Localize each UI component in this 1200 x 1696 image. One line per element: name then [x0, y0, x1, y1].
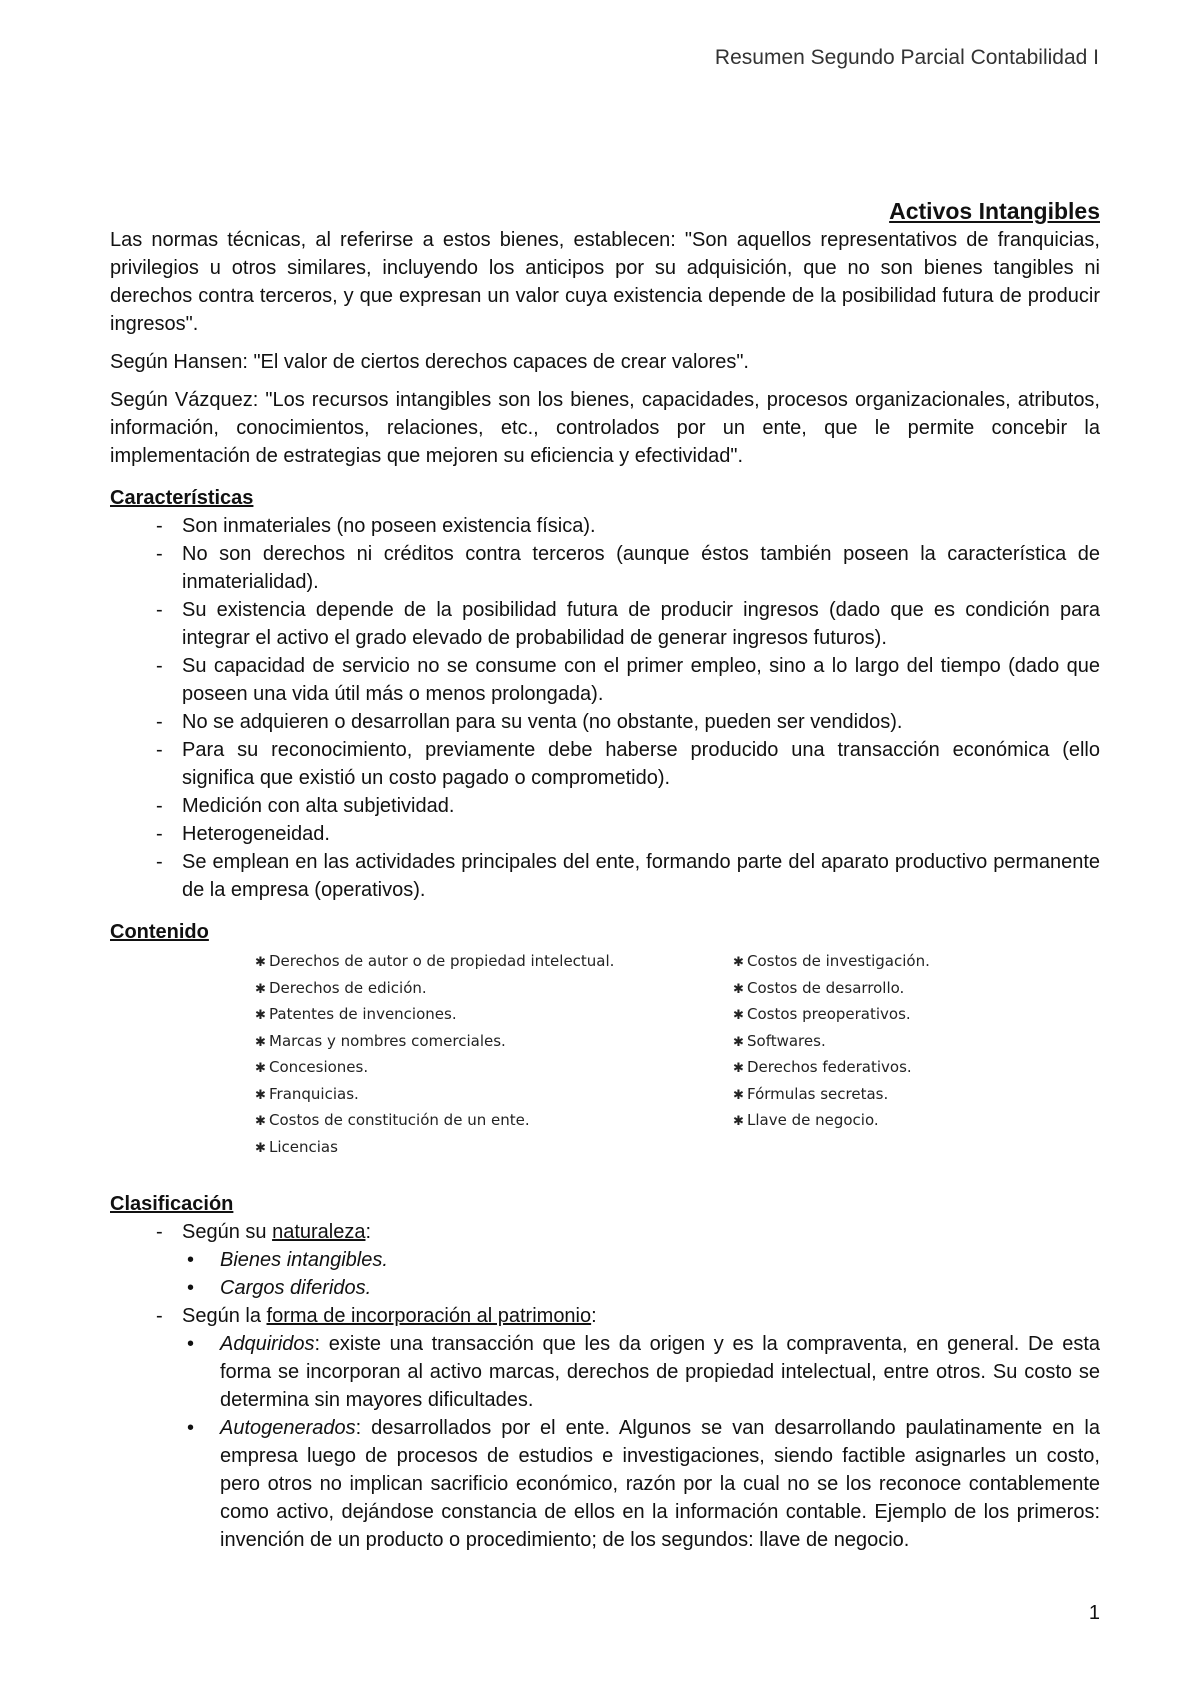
- list-item: - Son inmateriales (no poseen existencia física).: [110, 512, 1100, 540]
- list-item-forma: - Según la forma de incorporación al patrimonio:: [110, 1302, 1100, 1330]
- list-item: ✱ Derechos de autor o de propiedad intelectual.: [255, 948, 614, 975]
- bullet-icon: ✱: [255, 1008, 266, 1023]
- list-item: ✱ Franquicias.: [255, 1081, 614, 1108]
- document-title: Activos Intangibles: [889, 198, 1100, 224]
- list-item: - Para su reconocimiento, previamente debe haberse producido una transacción económica (ello significa que existió un costo pagado o comprometido).: [110, 736, 1100, 792]
- intro-paragraph-vazquez: Según Vázquez: "Los recursos intangibles son los bienes, capacidades, procesos organizacionales, atributos, información, conocimientos, relaciones, etc., controlados por un ente, que le permite concebir la implementación de estrategias que mejoren su eficiencia y efectividad".: [110, 389, 1100, 467]
- contenido-column-1: [255, 948, 614, 1160]
- intro-paragraph-hansen: Según Hansen: "El valor de ciertos derechos capaces de crear valores".: [110, 351, 749, 373]
- bullet-icon: ✱: [255, 955, 266, 970]
- bullet-icon: ✱: [255, 1061, 266, 1076]
- list-item: ✱ Licencias: [255, 1134, 614, 1161]
- bullet-icon: ✱: [733, 1087, 744, 1103]
- bullet-icon: ✱: [733, 955, 744, 970]
- list-item: • Adquiridos: existe una transacción que les da origen y es la compraventa, en general. De esta forma se incorporan al activo marcas, derechos de propiedad intelectual, entre otros. Su costo se determina sin mayores dificultades.: [110, 1330, 1100, 1414]
- page-number: 1: [1088, 1602, 1100, 1624]
- bullet-icon: ✱: [733, 1061, 744, 1076]
- list-item: - Se emplean en las actividades principales del ente, formando parte del aparato productivo permanente de la empresa (operativos).: [110, 848, 1100, 904]
- list-item: - Heterogeneidad.: [110, 820, 1100, 848]
- list-item: ✱ Costos de desarrollo.: [733, 975, 930, 1002]
- page-header: Resumen Segundo Parcial Contabilidad I: [714, 46, 1099, 69]
- clasificacion-list: [110, 1218, 1100, 1246]
- list-item: ✱ Costos de constitución de un ente.: [255, 1107, 614, 1134]
- forma-sublist: [110, 1330, 1100, 1554]
- list-item: ✱ Llave de negocio.: [733, 1107, 930, 1134]
- bullet-icon: ✱: [733, 1114, 744, 1129]
- list-item: ✱ Costos preoperativos.: [733, 1001, 930, 1028]
- list-item: ✱ Derechos federativos.: [733, 1054, 930, 1081]
- document-body: [110, 196, 1100, 1554]
- list-item: - No son derechos ni créditos contra terceros (aunque éstos también poseen la característica de inmaterialidad).: [110, 540, 1100, 596]
- list-item: ✱ Fórmulas secretas.: [733, 1081, 930, 1108]
- list-item: - No se adquieren o desarrollan para su venta (no obstante, pueden ser vendidos).: [110, 708, 1100, 736]
- bullet-icon: ✱: [733, 981, 744, 997]
- clasificacion-list-2: [110, 1302, 1100, 1330]
- naturaleza-sublist: [110, 1246, 1100, 1302]
- section-title-contenido: Contenido: [110, 921, 209, 943]
- list-item: • Cargos diferidos.: [110, 1274, 1100, 1302]
- list-item: ✱ Patentes de invenciones.: [255, 1001, 614, 1028]
- bullet-icon: ✱: [733, 1008, 744, 1023]
- bullet-icon: ✱: [733, 1034, 744, 1050]
- caracteristicas-list: [110, 512, 1100, 904]
- list-item: - Su capacidad de servicio no se consume con el primer empleo, sino a lo largo del tiempo (dado que poseen una vida útil más o menos prolongada).: [110, 652, 1100, 708]
- bullet-icon: ✱: [255, 1087, 266, 1103]
- list-item: • Bienes intangibles.: [110, 1246, 1100, 1274]
- contenido-column-2: [733, 948, 930, 1134]
- list-item: ✱ Marcas y nombres comerciales.: [255, 1028, 614, 1055]
- list-item: - Su existencia depende de la posibilidad futura de producir ingresos (dado que es condición para integrar el activo el grado elevado de probabilidad de generar ingresos futuros).: [110, 596, 1100, 652]
- list-item: ✱ Softwares.: [733, 1028, 930, 1055]
- list-item: ✱ Derechos de edición.: [255, 975, 614, 1002]
- bullet-icon: ✱: [255, 1114, 266, 1129]
- intro-paragraph-1: Las normas técnicas, al referirse a estos bienes, establecen: "Son aquellos representativos de franquicias, privilegios u otros similares, incluyendo los anticipos por su adquisición, que no son bienes tangibles ni derechos contra terceros, y que expresan un valor cuya existencia depende de la posibilidad futura de producir ingresos".: [110, 229, 1100, 335]
- bullet-icon: ✱: [255, 1034, 266, 1050]
- section-title-caracteristicas: Características: [110, 487, 254, 509]
- list-item: - Medición con alta subjetividad.: [110, 792, 1100, 820]
- list-item-naturaleza: - Según su naturaleza:: [110, 1218, 1100, 1246]
- bullet-icon: ✱: [255, 981, 266, 997]
- list-item: • Autogenerados: desarrollados por el ente. Algunos se van desarrollando paulatinamente en la empresa luego de procesos de estudios e investigaciones, siendo factible asignarles un costo, pero otros no implican sacrificio económico, razón por la cual no se los reconoce contablemente como activo, dejándose constancia de ellos en la información contable. Ejemplo de los primeros: invención de un producto o procedimiento; de los segundos: llave de negocio.: [110, 1414, 1100, 1554]
- section-title-clasificacion: Clasificación: [110, 1193, 234, 1215]
- bullet-icon: ✱: [255, 1140, 266, 1156]
- list-item: ✱ Costos de investigación.: [733, 948, 930, 975]
- list-item: ✱ Concesiones.: [255, 1054, 614, 1081]
- contenido-columns: [110, 946, 1100, 1176]
